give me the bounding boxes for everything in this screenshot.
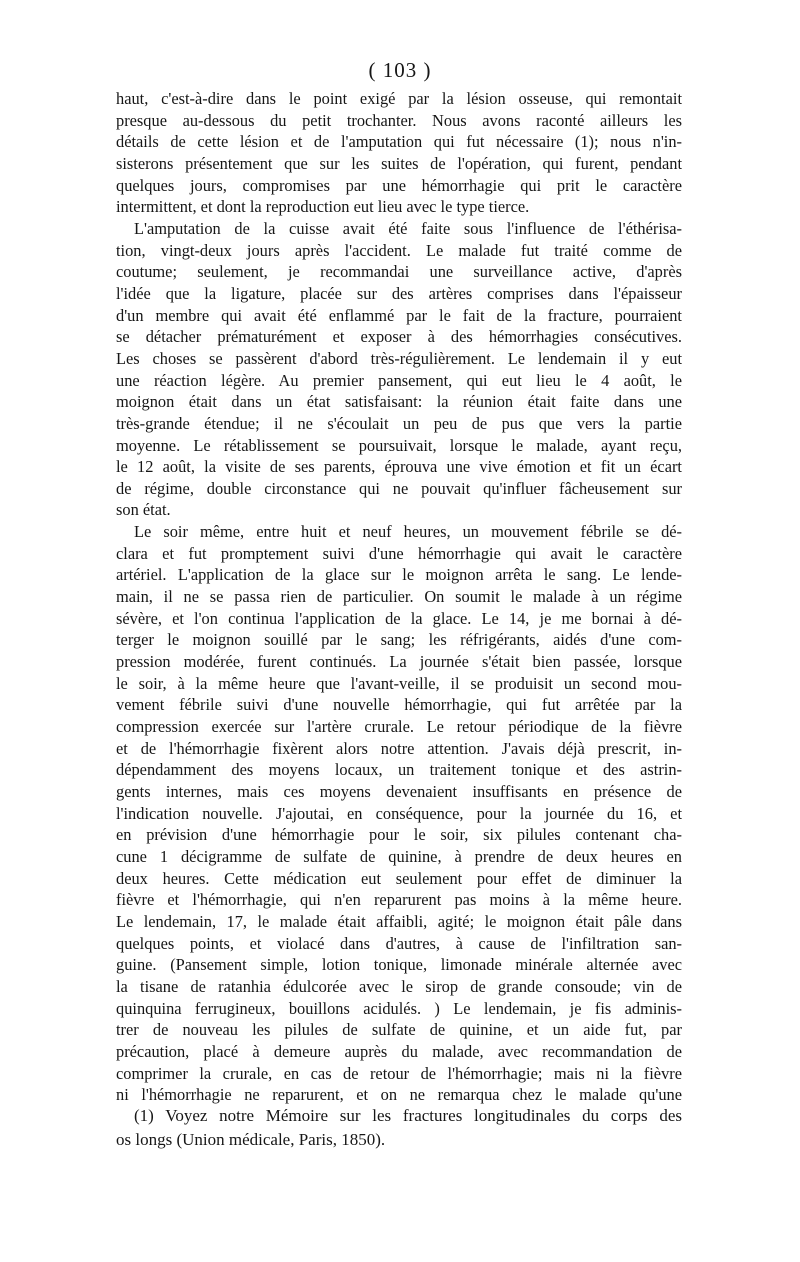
text-line: tion, vingt-deux jours après l'accident. Le malade fut traité comme de [116, 240, 682, 260]
text-line: la tisane de ratanhia édulcorée avec le sirop de grande consoude; vin de [116, 976, 682, 996]
text-line: compression exercée sur l'artère crurale. Le retour périodique de la fièvre [116, 717, 682, 737]
text-line: quelques points, et violacé dans d'autres, à cause de l'infiltration san- [116, 933, 682, 953]
text-line: de régime, double circonstance qui ne pouvait qu'influer fâcheusement sur [116, 478, 682, 498]
text-line: sévère, et l'on continua l'application de la glace. Le 14, je me bornai à dé- [116, 608, 682, 628]
text-line: très-grande étendue; il ne s'écoulait un peu de pus que vers la partie [116, 413, 682, 433]
text-line: moignon était dans un état satisfaisant: la réunion était faite dans une [116, 392, 682, 412]
text-line: trer de nouveau les pilules de sulfate de quinine, et un aide fut, par [116, 1020, 682, 1040]
footnote-line: os longs (Union médicale, Paris, 1850). [116, 1130, 386, 1149]
text-line: Le soir même, entre huit et neuf heures, un mouvement fébrile se dé- [134, 522, 682, 542]
text-line: quelques jours, compromises par une hémorrhagie qui prit le caractère [116, 175, 682, 195]
text-line: presque au-dessous du petit trochanter. Nous avons raconté ailleurs les [116, 110, 682, 130]
text-line: le soir, à la même heure que l'avant-veille, il se produisit un second mou- [116, 673, 682, 693]
text-line: en prévision d'une hémorrhagie pour le soir, six pilules contenant cha- [116, 825, 682, 845]
text-line: cune 1 décigramme de sulfate de quinine, à prendre de deux heures en [116, 846, 682, 866]
text-line: précaution, placé à demeure auprès du malade, avec recommandation de [116, 1041, 682, 1061]
text-line: ni l'hémorrhagie ne reparurent, et on ne remarqua chez le malade qu'une [116, 1085, 682, 1105]
text-line: détails de cette lésion et de l'amputation qui fut nécessaire (1); nous n'in- [116, 132, 682, 152]
text-line: son état. [116, 500, 171, 520]
body-text [116, 88, 682, 1106]
text-line: intermittent, et dont la reproduction eut lieu avec le type tierce. [116, 197, 530, 217]
text-line: Les choses se passèrent d'abord très-régulièrement. Le lendemain il y eut [116, 348, 682, 368]
text-line: L'amputation de la cuisse avait été faite sous l'influence de l'éthérisa- [134, 218, 682, 238]
text-line: coutume; seulement, je recommandai une surveillance active, d'après [116, 262, 682, 282]
text-line: artériel. L'application de la glace sur le moignon arrêta le sang. Le lende- [116, 565, 682, 585]
footnote-line: (1) Voyez notre Mémoire sur les fractures longitudinales du corps des [134, 1106, 682, 1125]
text-line: sisterons présentement que sur les suites de l'opération, qui furent, pendant [116, 153, 682, 173]
text-line: comprimer la crurale, en cas de retour de l'hémorrhagie; mais ni la fièvre [116, 1063, 682, 1083]
text-line: moyenne. Le rétablissement se poursuivait, lorsque le malade, ayant reçu, [116, 435, 682, 455]
text-line: l'indication nouvelle. J'ajoutai, en conséquence, pour la journée du 16, et [116, 803, 682, 823]
text-line: Le lendemain, 17, le malade était affaibli, agité; le moignon était pâle dans [116, 911, 682, 931]
text-line: dépendamment des moyens locaux, un traitement tonique et des astrin- [116, 760, 682, 780]
text-line: terger le moignon souillé par le sang; les réfrigérants, aidés d'une com- [116, 630, 682, 650]
text-line: haut, c'est-à-dire dans le point exigé par la lésion osseuse, qui remontait [116, 89, 682, 108]
page-number: ( 103 ) [368, 58, 432, 82]
text-line: fièvre et l'hémorrhagie, qui n'en reparurent pas moins à la même heure. [116, 890, 682, 910]
text-line: main, il ne se passa rien de particulier. On soumit le malade à un régime [116, 587, 682, 607]
text-line: se détacher prématurément et exposer à des hémorrhagies consécutives. [116, 327, 682, 347]
text-line: quinquina ferrugineux, bouillons acidulés. ) Le lendemain, je fis adminis- [116, 998, 682, 1018]
text-line: pression modérée, furent continués. La journée s'était bien passée, lorsque [116, 652, 682, 672]
text-line: vement fébrile suivi d'une nouvelle hémorrhagie, qui fut arrêtée par la [116, 695, 682, 715]
footnote [116, 1104, 682, 1152]
text-line: clara et fut promptement suivi d'une hémorrhagie qui avait le caractère [116, 543, 682, 563]
text-line: et de l'hémorrhagie fixèrent alors notre attention. J'avais déjà prescrit, in- [116, 738, 682, 758]
text-line: guine. (Pansement simple, lotion tonique, limonade minérale alternée avec [116, 955, 682, 975]
text-line: d'un membre qui avait été enflammé par le fait de la fracture, pourraient [116, 305, 682, 325]
text-line: gents internes, mais ces moyens devenaient insuffisants en présence de [116, 782, 682, 801]
text-line: l'idée que la ligature, placée sur des artères comprises dans l'épaisseur [116, 283, 682, 303]
text-line: le 12 août, la visite de ses parents, éprouva une vive émotion et fit un écart [116, 457, 682, 477]
text-line: une réaction légère. Au premier pansement, qui eut lieu le 4 août, le [116, 370, 682, 390]
text-line: deux heures. Cette médication eut seulement pour effet de diminuer la [116, 868, 682, 888]
